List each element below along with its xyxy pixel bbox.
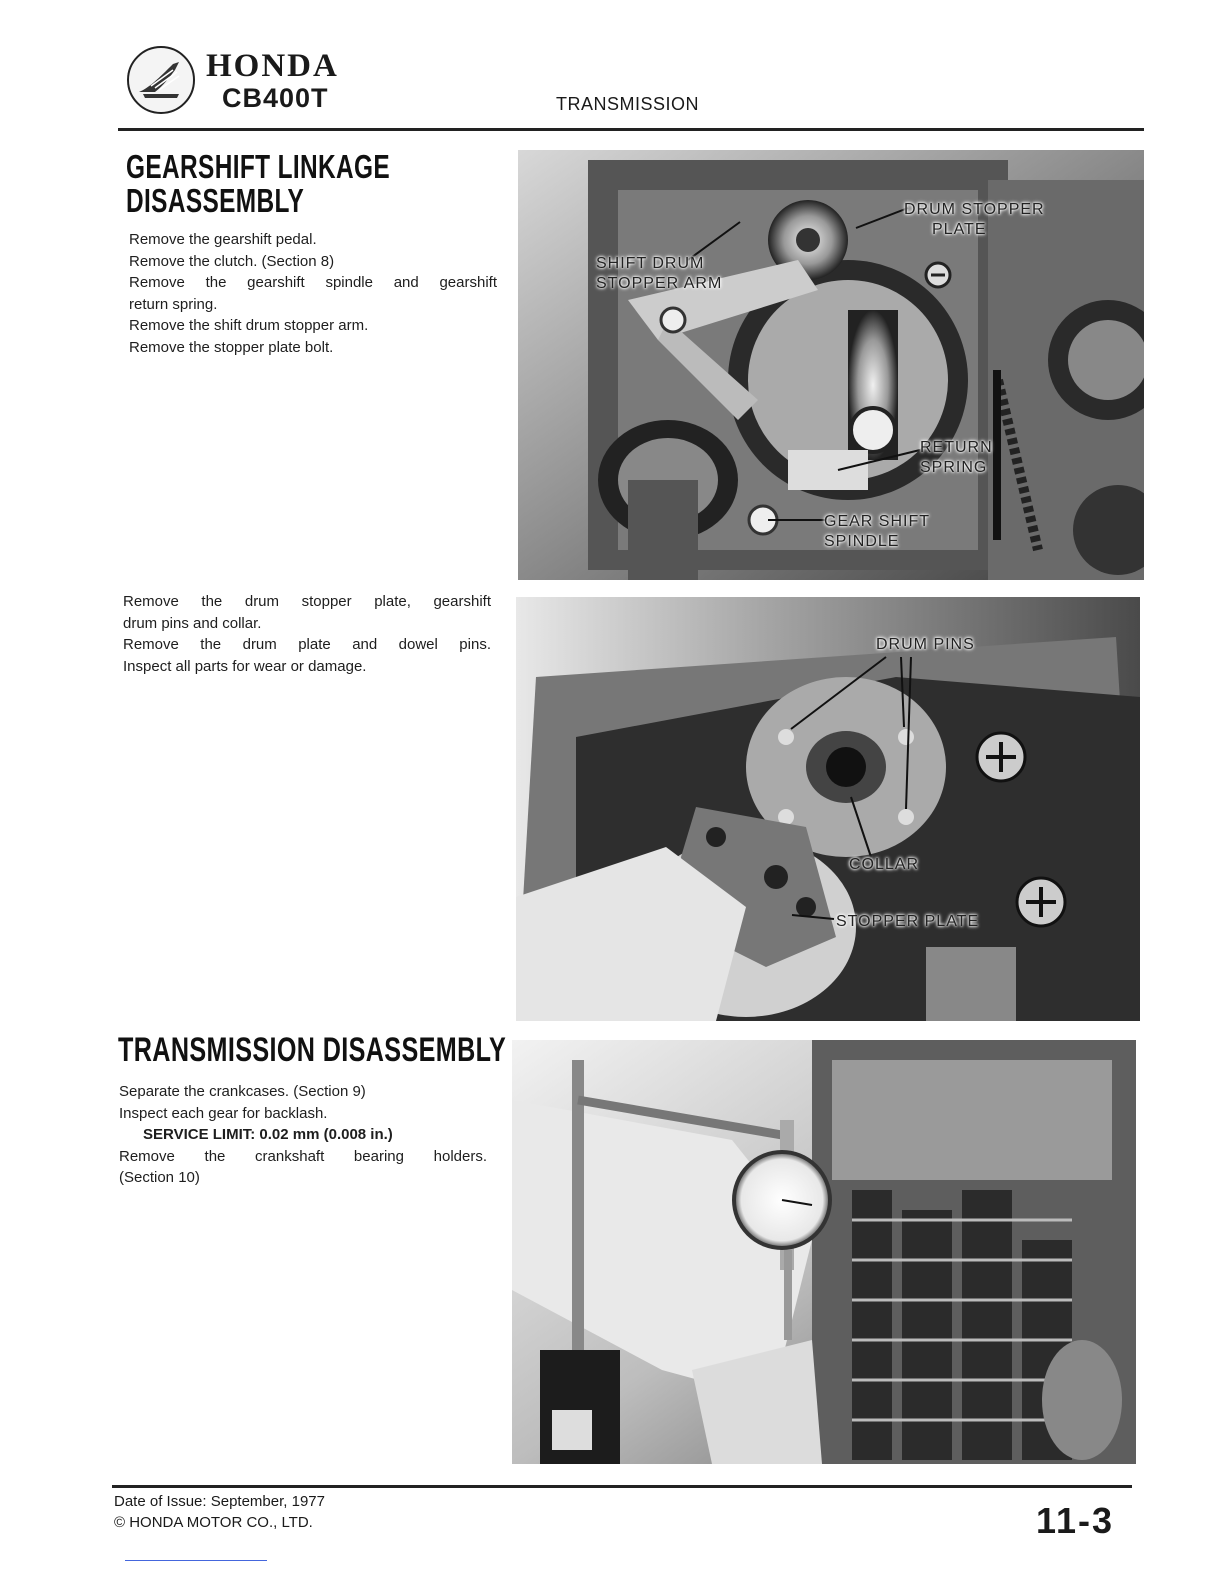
transmission-heading: TRANSMISSION DISASSEMBLY bbox=[118, 1031, 507, 1069]
page-number: 11-3 bbox=[1036, 1500, 1115, 1541]
instruction-line: drum pins and collar. bbox=[123, 614, 262, 632]
gearshift-linkage-photo bbox=[518, 150, 1144, 580]
callout-line: STOPPER ARM bbox=[596, 275, 723, 292]
instruction-line: Remove the crankshaft bearing holders. bbox=[119, 1147, 487, 1165]
callout-collar: COLLAR bbox=[849, 856, 920, 873]
issue-date: Date of Issue: September, 1977 bbox=[114, 1493, 325, 1510]
callout-line: SPRING bbox=[920, 459, 988, 476]
hyperlink-underline bbox=[125, 1560, 267, 1561]
instruction-line: Remove the drum stopper plate, gearshift bbox=[123, 593, 491, 610]
instruction-line: return spring. bbox=[129, 295, 218, 313]
callout-return-spring bbox=[920, 438, 993, 478]
instruction-line: (Section 10) bbox=[119, 1169, 200, 1186]
callout-stopper-plate: STOPPER PLATE bbox=[836, 913, 980, 930]
footer-rule bbox=[112, 1485, 1132, 1488]
callout-line: PLATE bbox=[932, 221, 987, 238]
wing-icon bbox=[129, 48, 193, 112]
section-title: TRANSMISSION bbox=[556, 94, 700, 114]
callout-line: GEAR SHIFT bbox=[824, 513, 931, 530]
instruction-line: Remove the drum plate and dowel pins. bbox=[123, 636, 491, 653]
callout-drum-stopper-plate bbox=[904, 200, 1045, 240]
callout-shift-drum-stopper-arm bbox=[596, 254, 722, 294]
honda-wing-logo bbox=[127, 46, 195, 114]
drum-pins-photo bbox=[516, 597, 1140, 1021]
backlash-inspection-photo bbox=[512, 1040, 1136, 1464]
copyright: © HONDA MOTOR CO., LTD. bbox=[114, 1514, 313, 1531]
instruction-line: Remove the gearshift spindle and gearshift bbox=[129, 274, 497, 291]
instruction-line: Remove the gearshift pedal. bbox=[129, 231, 317, 248]
callout-line: SPINDLE bbox=[824, 533, 900, 550]
brand-name: HONDA bbox=[206, 48, 339, 84]
linkage-instructions bbox=[129, 229, 497, 358]
instruction-line: Remove the shift drum stopper arm. bbox=[129, 317, 369, 334]
service-limit: SERVICE LIMIT: 0.02 mm (0.008 in.) bbox=[143, 1126, 393, 1143]
linkage-heading: GEARSHIFT LINKAGE DISASSEMBLY bbox=[126, 148, 391, 219]
instruction-line: Separate the crankcases. (Section 9) bbox=[119, 1083, 366, 1100]
callout-line: DRUM STOPPER bbox=[904, 201, 1045, 218]
callout-drum-pins: DRUM PINS bbox=[876, 636, 975, 653]
drum-instructions bbox=[123, 591, 491, 677]
callout-line: RETURN bbox=[920, 439, 993, 456]
model-name: CB400T bbox=[222, 83, 329, 113]
instruction-line: Inspect all parts for wear or damage. bbox=[123, 657, 367, 675]
instruction-line: Inspect each gear for backlash. bbox=[119, 1104, 328, 1122]
transmission-instructions bbox=[119, 1081, 487, 1189]
callout-line: SHIFT DRUM bbox=[596, 255, 705, 272]
instruction-line: Remove the stopper plate bolt. bbox=[129, 338, 334, 356]
header-rule bbox=[118, 128, 1144, 131]
callout-gear-shift-spindle bbox=[824, 512, 930, 552]
instruction-line: Remove the clutch. (Section 8) bbox=[129, 252, 335, 270]
